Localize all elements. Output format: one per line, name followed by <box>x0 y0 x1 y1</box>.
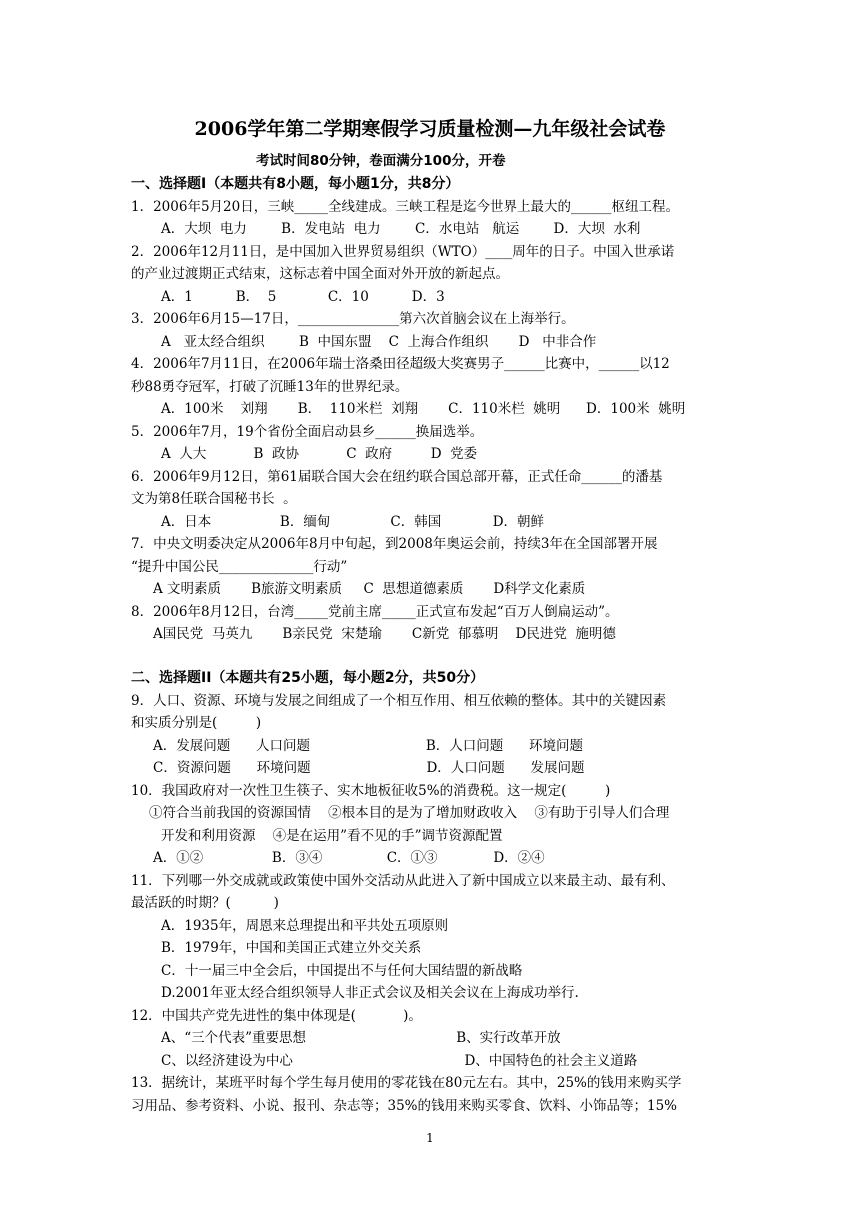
text-line: A 亚太经合组织 B 中国东盟 C 上海合作组织 D 中非合作 <box>161 334 597 350</box>
text-line: 13．据统计，某班平时每个学生每月使用的零花钱在80元左右。其中，25%的钱用来购买学 <box>131 1075 682 1091</box>
text-line: ①符合当前我国的资源国情 ②根本目的是为了增加财政收入 ③有助于引导人们合理 <box>149 805 670 821</box>
text-line: A、“三个代表”重要思想 B、实行改革开放 <box>161 1030 561 1046</box>
text-line: D.2001年亚太经合组织领导人非正式会议及相关会议在上海成功举行. <box>161 985 579 1001</box>
text-line: A．发展问题 人口问题 B．人口问题 环境问题 <box>153 738 584 754</box>
text-line: 5．2006年7月，19个省份全面启动县乡______换届选举。 <box>131 424 484 440</box>
text-line: A 文明素质 B旅游文明素质 C 思想道德素质 D科学文化素质 <box>153 581 586 597</box>
text-line: C．十一届三中全会后，中国提出不与任何大国结盟的新战略 <box>161 963 523 979</box>
text-line: 最活跃的时期？( ) <box>131 895 279 911</box>
text-line: A．1935年，周恩来总理提出和平共处五项原则 <box>161 918 449 934</box>
text-line: A．1 B． 5 C．10 D．3 <box>161 289 445 305</box>
text-line: C、以经济建设为中心 D、中国特色的社会主义道路 <box>161 1053 638 1069</box>
text-line: 6．2006年9月12日，第61届联合国大会在纽约联合国总部开幕，正式任命______的潘基 <box>131 469 663 485</box>
page-number: 1 <box>426 1131 434 1145</box>
text-line: 4．2006年7月11日，在2006年瑞士洛桑田径超级大奖赛男子______比赛中，______以12 <box>131 356 670 372</box>
section-heading: 二、选择题II（本题共有25小题，每小题2分，共50分） <box>131 670 485 686</box>
text-line: C．资源问题 环境问题 D．人口问题 发展问题 <box>153 760 585 776</box>
text-line: 9．人口、资源、环境与发展之间组成了一个相互作用、相互依赖的整体。其中的关键因素 <box>131 693 667 709</box>
text-line: A．日本 B．缅甸 C．韩国 D．朝鲜 <box>161 514 545 530</box>
text-line: 8．2006年8月12日，台湾_____党前主席_____正式宣布发起“百万人倒扁运动”。 <box>131 604 619 620</box>
text-line: 12．中国共产党先进性的集中体现是( )。 <box>131 1008 422 1024</box>
text-line: B．1979年，中国和美国正式建立外交关系 <box>161 940 422 956</box>
text-line: 秒88勇夺冠军，打破了沉睡13年的世界纪录。 <box>131 379 409 395</box>
text-line: 习用品、参考资料、小说、报刊、杂志等；35%的钱用来购买零食、饮料、小饰品等；15% <box>131 1098 678 1114</box>
text-line: A．100米 刘翔 B． 110米栏 刘翔 C．110米栏 姚明 D．100米 姚明 <box>161 401 686 417</box>
text-line: 2．2006年12月11日，是中国加入世界贸易组织（WTO）____周年的日子。中国入世承诺 <box>131 244 675 260</box>
text-line: A．大坝 电力 B．发电站 电力 C．水电站 航运 D．大坝 水利 <box>161 221 641 237</box>
text-line: A国民党 马英九 B亲民党 宋楚瑜 C新党 郁慕明 D民进党 施明德 <box>153 626 616 642</box>
text-line: 7．中央文明委决定从2006年8月中旬起，到2008年奥运会前，持续3年在全国部署开展 <box>131 536 658 552</box>
exam-subtitle: 考试时间80分钟，卷面满分100分，开卷 <box>256 153 506 169</box>
text-line: 文为第8任联合国秘书长 。 <box>131 491 297 507</box>
text-line: A 人大 B 政协 C 政府 D 党委 <box>161 446 478 462</box>
text-line: 和实质分别是( ) <box>131 715 262 731</box>
text-line: A．①② B．③④ C．①③ D．②④ <box>153 850 545 866</box>
exam-title: 2006学年第二学期寒假学习质量检测—九年级社会试卷 <box>194 118 666 140</box>
section-heading: 一、选择题Ⅰ（本题共有8小题，每小题1分，共8分） <box>131 176 460 192</box>
text-line: 1．2006年5月20日，三峡_____全线建成。三峡工程是迄今世界上最大的______枢纽工程。 <box>131 199 679 215</box>
text-line: 11．下列哪一外交成就或政策使中国外交活动从此进入了新中国成立以来最主动、最有利、 <box>131 873 675 889</box>
text-line: 开发和利用资源 ④是在运用”看不见的手”调节资源配置 <box>161 828 503 844</box>
text-line: 的产业过渡期正式结束，这标志着中国全面对外开放的新起点。 <box>131 266 509 282</box>
text-line: 3．2006年6月15—17日，_______________第六次首脑会议在上海举行。 <box>131 311 575 327</box>
text-line: “提升中国公民______________行动” <box>131 559 348 575</box>
text-line: 10．我国政府对一次性卫生筷子、实木地板征收5%的消费税。这一规定( ) <box>131 783 611 799</box>
